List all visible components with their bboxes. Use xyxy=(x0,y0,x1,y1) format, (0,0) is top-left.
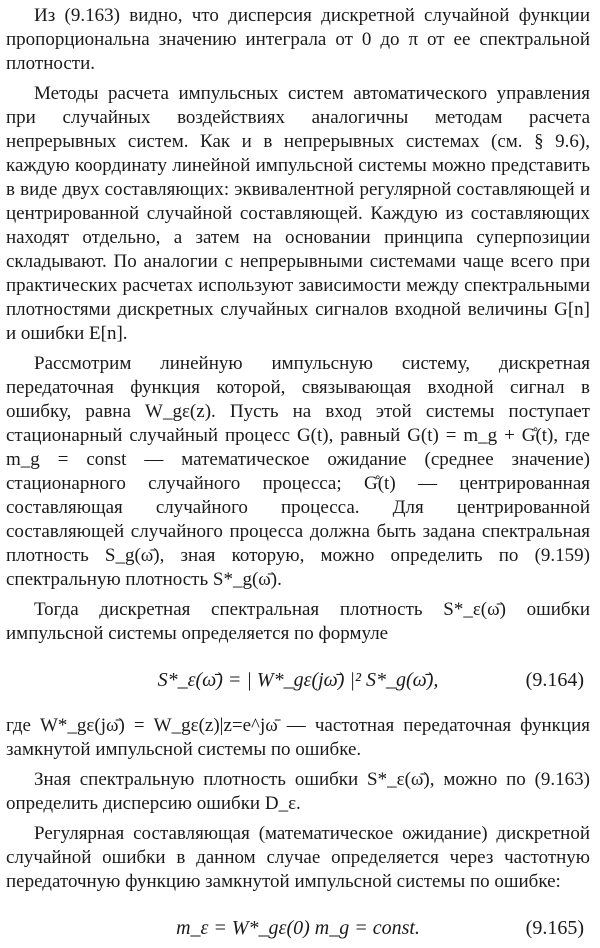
formula-9-165-expression: m_ε = W*_gε(0) m_g = const. xyxy=(176,917,420,939)
paragraph-frequency-function: где W*_gε(jω̄) = W_gε(z)|z=e^jω̄ — частотная передаточная функция замкнутой импульсной системы по ошибке. xyxy=(6,715,590,760)
formula-9-164-number: (9.164) xyxy=(525,669,584,691)
paragraph-variance: Из (9.163) видно, что дисперсия дискретной случайной функции пропорциональна значению интеграла от 0 до π от ее спектральной плотности. xyxy=(6,5,590,74)
paragraph-spectral-density: Тогда дискретная спектральная плотность S*_ε(ω̄) ошибки импульсной системы определяется по формуле xyxy=(6,599,590,644)
formula-9-165-number: (9.165) xyxy=(525,917,584,939)
paragraph-methods: Методы расчета импульсных систем автоматического управления при случайных воздействиях аналогичны методам расчета непрерывных систем. Как и в непрерывных системах (см. § 9.6), каждую координату линейной импульсной системы можно представить в виде двух составляющих: эквивалентной регулярной составляющей и центрированной случайной составляющей. Каждую из составляющих находят отдельно, а затем на основании принципа суперпозиции складывают. По аналогии с непрерывными системами чаще всего при практических расчетах используют зависимости между спектральными плотностями дискретных случайных сигналов входной величины G[n] и ошибки E[n]. xyxy=(6,83,590,344)
paragraph-regular-component: Регулярная составляющая (математическое ожидание) дискретной случайной ошибки в данном случае определяется через частотную передаточную функцию замкнутой импульсной системы по ошибке: xyxy=(6,823,590,892)
formula-9-165 xyxy=(6,908,590,948)
formula-9-164-expression: S*_ε(ω̄) = | W*_gε(jω̄) |² S*_g(ω̄), xyxy=(157,669,439,691)
paragraph-error-dispersion: Зная спектральную плотность ошибки S*_ε(ω̄), можно по (9.163) определить дисперсию ошибки D_ε. xyxy=(6,769,590,814)
formula-9-164 xyxy=(6,660,590,700)
paragraph-linear-system: Рассмотрим линейную импульсную систему, дискретная передаточная функция которой, связывающая входной сигнал в ошибку, равна W_gε(z). Пусть на вход этой системы поступает стационарный случайный процесс G(t), равный G(t) = m_g + G̊(t), где m_g = const — математическое ожидание (среднее значение) стационарного случайного процесса; G̊(t) — центрированная составляющая случайного процесса. Для центрированной составляющей случайного процесса должна быть задана спектральная плотность S_g(ω̄), зная которую, можно определить по (9.159) спектральную плотность S*_g(ω̄). xyxy=(6,353,590,590)
